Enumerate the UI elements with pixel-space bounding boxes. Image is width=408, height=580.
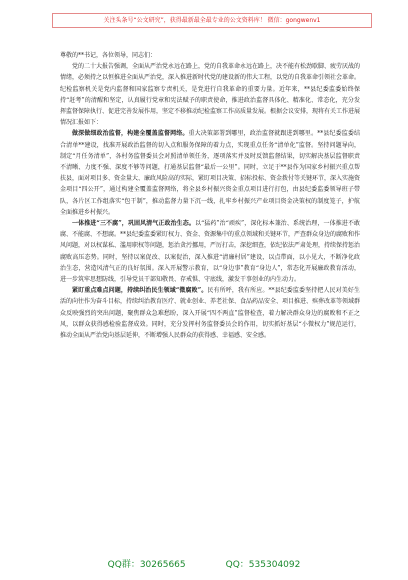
paragraph-text: 重大决策部署到哪里，政治监督就跟进到哪里。**县纪委监委结合清单**建设，找准开展政治监督的切入点和服务保障的着力点，实现重点任务“清单化”监督。坚持问题导向，制定“月任务清单”，各村务监督委员会对照清单领任务，逐项落实并及时反馈监督结果，切实解决基层监督职责不清晰、力度不强、深度不够等问题，打通基层监督“最后一公里”。同时，立足于**县作为国家乡村振兴重点帮扶县，面对项目多、资金量大、廉政风险高的实际，紧盯项目决策、招标投标、资金拨付等关键环节，深入实施资金项目“四公开”，通过构建全覆盖监督网络，将全县乡村振兴资金重点项目进行打包，由县纪委监委领导班子带队，各片区工作组落实“包干制”，推动监督力量下沉一线，扎牢乡村振兴产业项目资金决策权的制度笼子，护航全面推进乡村振兴。	[60, 130, 361, 216]
footer-qq-group: QQ群：30265665	[107, 560, 186, 570]
paragraph-text: 民有所呼，我有所应。**县纪委监委坚持把人民对美好生活的向往作为奋斗目标，持续纠治教育医疗、就业创业、养老社保、食品药品安全、项目推进、殡葬改革等领域群众反映强烈的突出问题，聚焦群众急难愁盼，深入开展“四不两直”监督检查，着力解决群众身边的腐败和不正之风，以群众获得感检验监督成效。同时，充分发挥村务监督委员会的作用，切实抓好基层“小微权力”规范运行，推动全面从严治党向基层延伸，不断增强人民群众的获得感、幸福感、安全感。	[60, 287, 361, 340]
header-banner: 关注头条号“公文研究”，获得最新最全最专业的公文资料库！ 微信：gongwenv1	[52, 13, 372, 28]
paragraph-intro	[60, 61, 360, 128]
footer-contacts	[0, 557, 408, 570]
paragraph-heading: 一体推进“三不腐”，巩固风清气正政治生态。	[72, 220, 195, 228]
paragraph-text: 以“猛药”治“顽疾”，深化标本兼治、系统治理，一体推进不敢腐、不能腐、不想腐。**县纪委监委紧盯权力、资金、资源集中的重点领域和关键环节，严查群众身边的腐败和作风问题，对以权谋私、滥用职权等问题，惩治贪污挪用，严厉打击，深挖细查，依纪依法严肃处理，持续保持惩治腐败高压态势。同时，坚持以案促改、以案促治，深入推进“清廉村居”建设，以点带面，以小见大，不断净化政治生态，营造风清气正的良好氛围。深入开展警示教育，以“身边事”教育“身边人”，常态化开展廉政教育活动，进一步筑牢思想防线，引导党员干部知敬畏、存戒惧、守底线，激发干事创业的内生动力。	[60, 220, 361, 284]
footer-qq: QQ：535304092	[225, 560, 301, 570]
paragraph-text: 党的二十大报告强调，全面从严治党永远在路上，党的自我革命永远在路上，决不能有松劲歇脚、疲劳厌战的情绪，必须持之以恒推进全面从严治党，深入推进新时代党的建设新的伟大工程，以党的自我革命引领社会革命。纪检监察机关是党内监督和国家监察专责机关，是党进行自我革命的重要力量。近年来，**县纪委监委始终保持“赶考”的清醒和坚定，认真履行党章和宪法赋予的职责使命，推进政治监督具体化、精准化、常态化，充分发挥监督保障执行、促进完善发展作用，坚定不移推动纪检监察工作高质量发展。根据会议安排，现将有关工作进展情况汇报如下：	[60, 63, 361, 127]
paragraph-political-supervision	[60, 128, 360, 218]
paragraph-micro-corruption	[60, 285, 360, 341]
document-body	[60, 50, 360, 341]
greeting: 尊敬的**书记，各位领导，同志们：	[60, 52, 157, 59]
paragraph-three-no-corruption	[60, 218, 360, 285]
paragraph-heading: 做深做细政治监督，构建全覆盖监督网络。	[72, 130, 189, 138]
paragraph-heading: 紧盯重点难点问题，持续纠治民生领域“微腐败”。	[72, 287, 208, 295]
